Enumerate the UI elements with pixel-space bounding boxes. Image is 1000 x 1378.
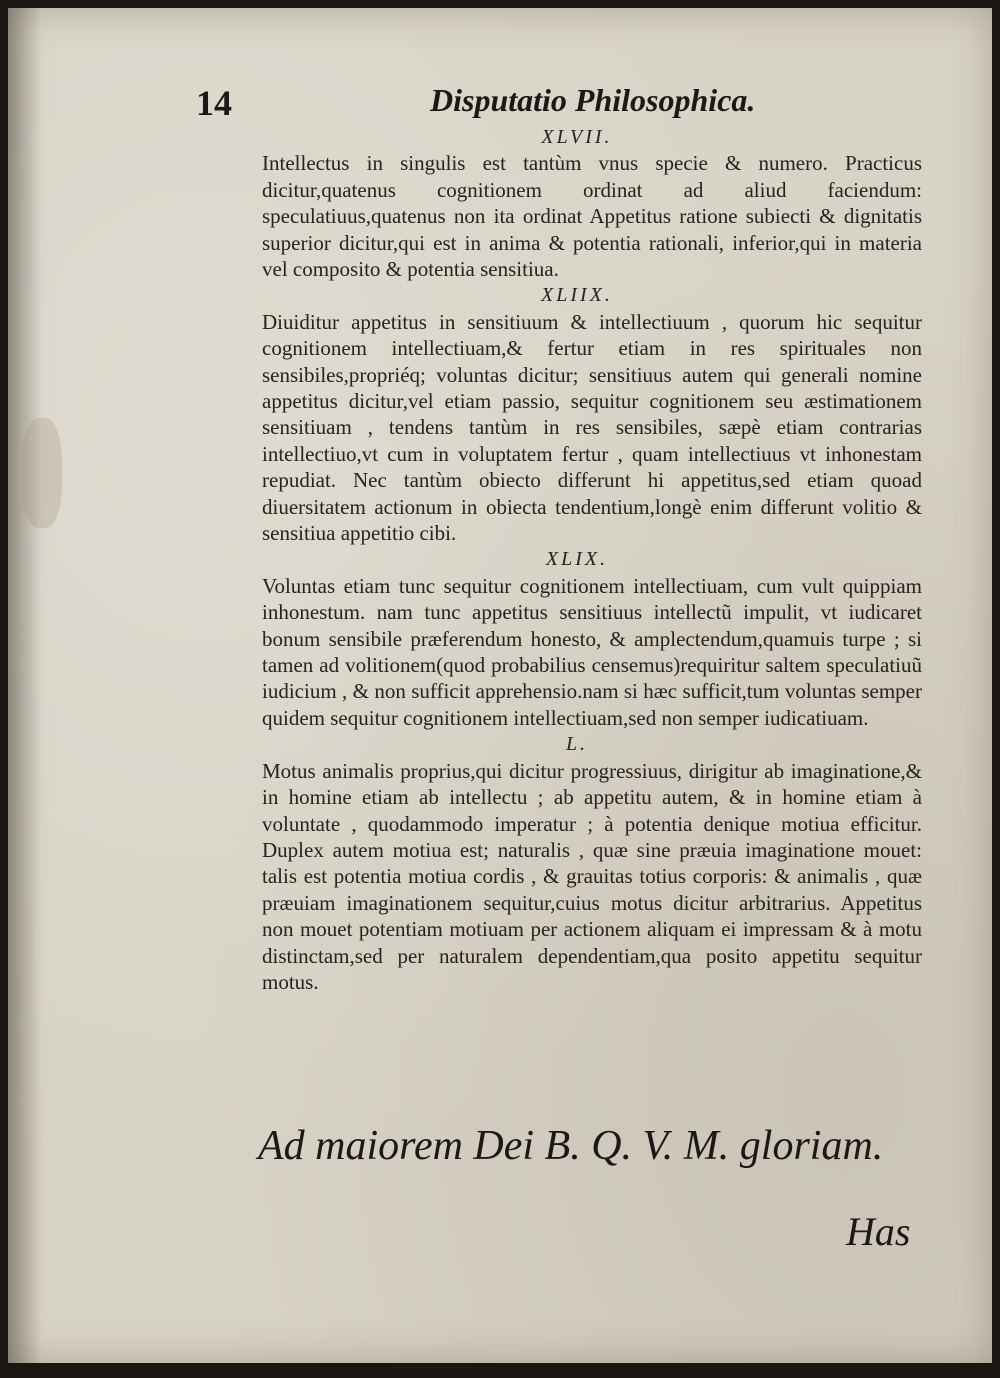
section-number: XLIIX. [541, 284, 613, 307]
section-number: XLIX. [545, 548, 609, 571]
section-paragraph: Voluntas etiam tunc sequitur cognitionem intellectiuam, cum vult quippiam inhonestum. nam tunc appetitus sensitiuus intellectũ impulit, vt iudicaret bonum sensibile præferendum honesto, & amplectendum,quamuis turpe ; si tamen ad volitionem(quod probabilius censemus)requiritur saltem speculatiuũ iudicium , & non sufficit apprehensio.nam si hæc sufficit,tum voluntas semper quidem sequitur cognitionem intellectiuam,sed non semper iudicatiuam. [262, 573, 922, 730]
body-text [262, 124, 922, 995]
section-paragraph: Motus animalis proprius,qui dicitur progressiuus, dirigitur ab imaginatione,& in homine etiam ab intellectu ; ab appetitu autem, & in homine etiam à voluntate , quodammodo imperatur ; à potentia denique motiua efficitur. Duplex autem motiua est; naturalis , quæ sine præuia imaginatione mouet: talis est potentia motiua cordis , & grauitas totius corporis: & animalis , quæ præuiam imaginationem sequitur,cuius motus dicitur arbitrarius. Appetitus non mouet potentiam motiuam per actionem aliquam ei impressam & à motu distinctam,sed per naturalem dependentiam,qua posito appetitu sequitur motus. [262, 758, 922, 994]
running-title: Disputatio Philosophica. [430, 82, 756, 118]
section-number: L. [565, 733, 589, 756]
section-number: XLVII. [541, 126, 613, 148]
paper-stain [22, 418, 62, 528]
book-page [8, 8, 992, 1363]
page-number: 14 [196, 83, 232, 123]
closing-motto: Ad maiorem Dei B. Q. V. M. gloriam. [258, 1123, 884, 1169]
gutter-shadow [8, 8, 42, 1363]
page-header [8, 78, 992, 128]
section-paragraph: Intellectus in singulis est tantùm vnus specie & numero. Practicus dicitur,quatenus cognitionem ordinat ad aliud faciendum: speculatiuus,quatenus non ita ordinat Appetitus ratione subiecti & dignitatis superior dicitur,qui est in anima & potentia rationali, inferior,qui in materia vel composito & potentia sensitiua. [262, 151, 922, 282]
section-paragraph: Diuiditur appetitus in sensitiuum & intellectiuum , quorum hic sequitur cognitionem intellectiuam,& fertur etiam in res spirituales non sensibiles,propriéq; voluntas dicitur; sensitiuus autem qui generali nomine appetitus dicitur,vel etiam passio, sequitur cognitionem seu æstimationem sensitiuam , tendens tantùm in res sensibiles, sæpè etiam contrarias intellectiuo,vt cum in voluptatem fertur , quam intellectiuus vt inhonestam repudiat. Nec tantùm obiecto differunt hi appetitus,sed etiam quoad diuersitatem actionum in obiecta tendentium,longè enim differunt volitio & sensitiua appetitio cibi. [262, 309, 922, 546]
catchword: Has [846, 1209, 911, 1254]
